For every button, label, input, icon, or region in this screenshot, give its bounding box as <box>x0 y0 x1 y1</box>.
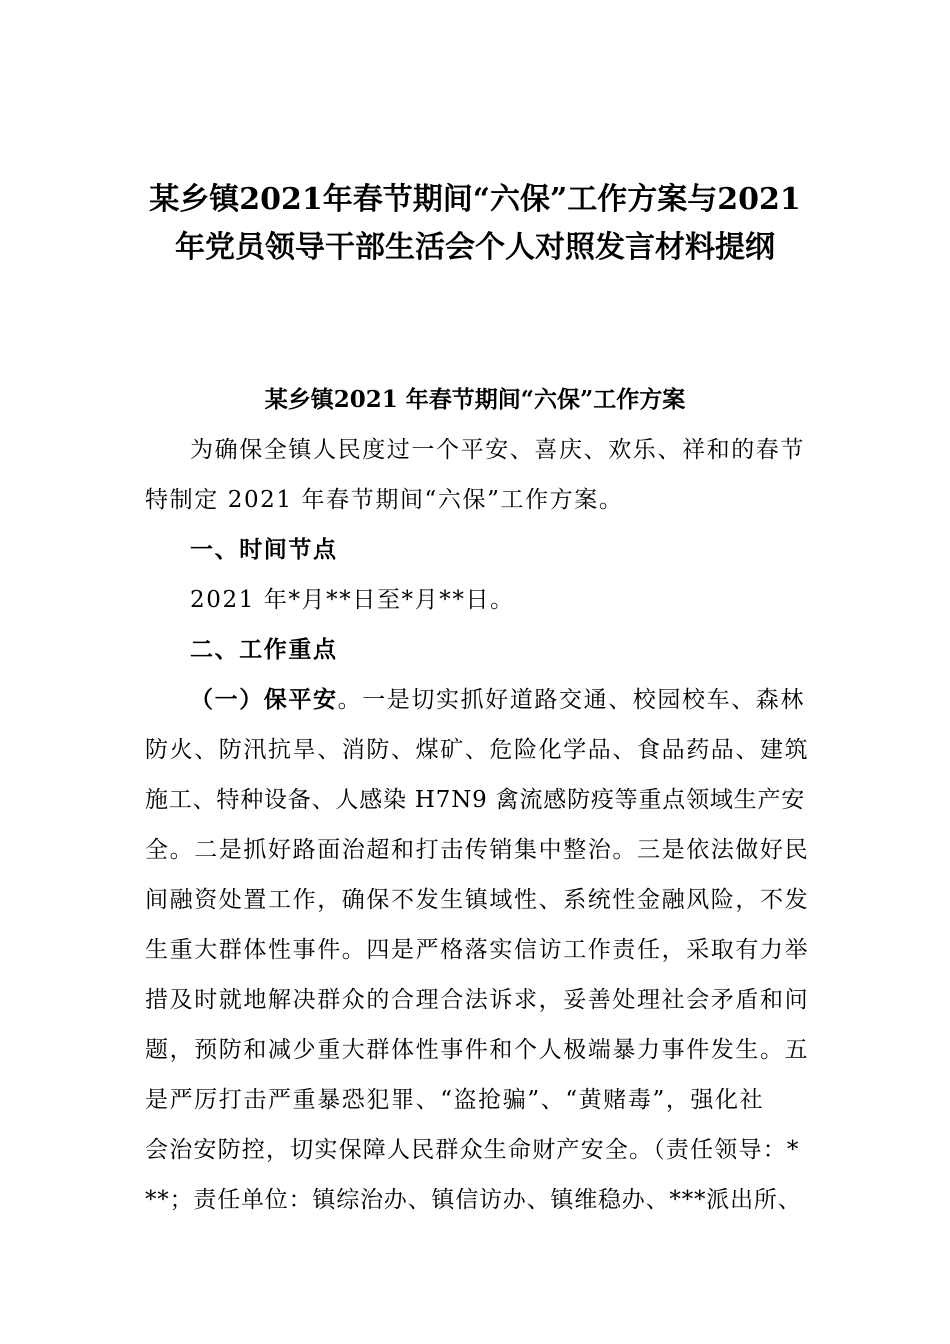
section-title: 某乡镇2021 年春节期间“六保”工作方案 <box>264 386 686 413</box>
time-range-text: 2021 年*月**日至*月**日。 <box>190 587 515 613</box>
heading-work-focus: 二、工作重点 <box>190 636 338 663</box>
document-title-line-2: 年党员领导干部生活会个人对照发言材料提纲 <box>175 230 775 265</box>
document-title <box>100 176 850 272</box>
item1-line: 措及时就地解决群众的合理合法诉求，妥善处理社会矛盾和问 <box>145 987 810 1013</box>
intro-line-2: 特制定 2021 年春节期间“六保”工作方案。 <box>145 487 624 513</box>
item1-line: 生重大群体性事件。四是严格落实信访工作责任，采取有力举 <box>145 937 810 963</box>
item1-line: 防火、防汛抗旱、消防、煤矿、危险化学品、食品药品、建筑 <box>145 737 810 763</box>
item1-line: 是严厉打击严重暴恐犯罪、“盗抢骗”、“黄赌毒”，强化社 <box>145 1087 765 1113</box>
heading-time-nodes: 一、时间节点 <box>190 536 338 563</box>
item1-line: 题，预防和减少重大群体性事件和个人极端暴力事件发生。五 <box>145 1037 810 1063</box>
item1-line: 会治安防控，切实保障人民群众生命财产安全。（责任领导：* <box>145 1137 800 1163</box>
item1-line: 施工、特种设备、人感染 H7N9 禽流感防疫等重点领域生产安 <box>145 787 806 813</box>
item1-first-line <box>190 682 810 718</box>
item1-label: （一）保平安 <box>190 686 338 713</box>
document-title-line-1: 某乡镇2021年春节期间“六保”工作方案与2021 <box>149 182 801 217</box>
item1-line: **；责任单位：镇综治办、镇信访办、镇维稳办、***派出所、 <box>145 1187 802 1213</box>
intro-line-1: 为确保全镇人民度过一个平安、喜庆、欢乐、祥和的春节 <box>190 437 805 463</box>
item1-line: 全。二是抓好路面治超和打击传销集中整治。三是依法做好民 <box>145 837 810 863</box>
item1-line: 间融资处置工作，确保不发生镇域性、系统性金融风险，不发 <box>145 887 810 913</box>
item1-first-line-text: 。一是切实抓好道路交通、校园校车、森林 <box>337 687 806 713</box>
